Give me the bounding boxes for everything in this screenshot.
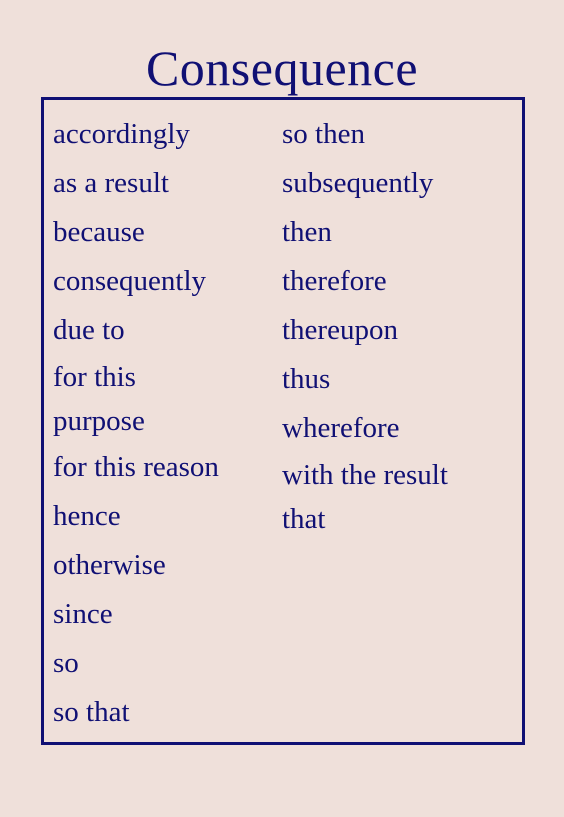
word-item: since (53, 598, 113, 630)
word-item: so that (53, 696, 130, 728)
word-item: so (53, 647, 79, 679)
word-item: thus (282, 363, 331, 395)
word-item: with the result (282, 459, 448, 491)
word-item: wherefore (282, 412, 400, 444)
left-word-column (53, 110, 275, 737)
word-item: for this reason (53, 451, 219, 483)
word-item: consequently (53, 265, 207, 297)
word-item: subsequently (282, 167, 434, 199)
word-item: as a result (53, 167, 169, 199)
word-item: thereupon (282, 314, 398, 346)
page-title: Consequence (145, 40, 419, 96)
word-item: for this (53, 361, 136, 393)
word-item: due to (53, 314, 125, 346)
word-item-continued: that (282, 503, 326, 535)
right-word-column (282, 110, 512, 541)
word-item: because (53, 216, 145, 248)
word-item: accordingly (53, 118, 190, 150)
word-item-continued: purpose (53, 405, 145, 437)
word-item: so then (282, 118, 365, 150)
word-item: therefore (282, 265, 387, 297)
word-item: otherwise (53, 549, 166, 581)
word-item: hence (53, 500, 121, 532)
word-item: then (282, 216, 332, 248)
